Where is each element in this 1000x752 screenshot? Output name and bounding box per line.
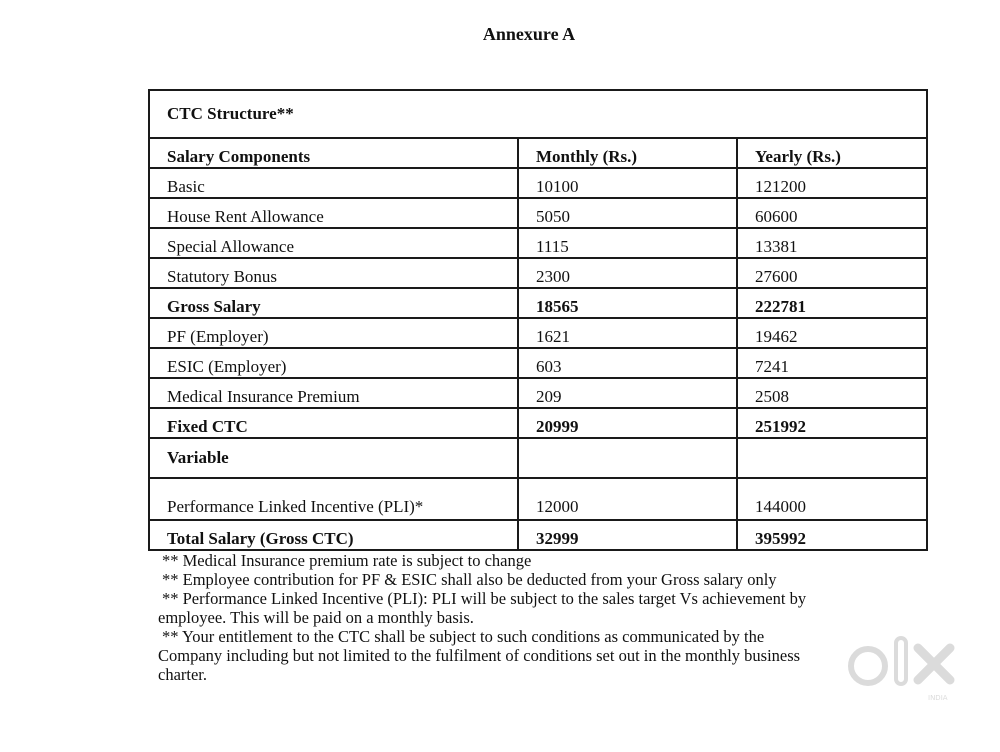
table-row [149, 228, 927, 258]
component-cell: Special Allowance [149, 228, 518, 258]
table-row [149, 198, 927, 228]
table-row [149, 318, 927, 348]
footnote: ** Medical Insurance premium rate is subject to change [162, 551, 532, 570]
yearly-cell: 121200 [737, 168, 927, 198]
monthly-cell: 2300 [518, 258, 737, 288]
header-yearly: Yearly (Rs.) [737, 138, 927, 168]
table-row [149, 520, 927, 550]
table-row [149, 348, 927, 378]
component-cell: Statutory Bonus [149, 258, 518, 288]
footnotes [158, 551, 928, 684]
component-cell: Performance Linked Incentive (PLI)* [149, 478, 518, 520]
olx-logo-icon [848, 636, 968, 706]
table-row [149, 258, 927, 288]
footnote: ** Employee contribution for PF & ESIC shall also be deducted from your Gross salary only [162, 570, 777, 589]
header-monthly: Monthly (Rs.) [518, 138, 737, 168]
footnote: ** Performance Linked Incentive (PLI): PLI will be subject to the sales target Vs achievement by [162, 589, 807, 608]
table-row [149, 378, 927, 408]
yearly-cell: 7241 [737, 348, 927, 378]
footnote: ** Your entitlement to the CTC shall be subject to such conditions as communicated by the [162, 627, 765, 646]
monthly-cell: 10100 [518, 168, 737, 198]
table-row [149, 438, 927, 478]
ctc-structure-table [148, 89, 928, 551]
yearly-cell: 251992 [737, 408, 927, 438]
header-salary-components: Salary Components [149, 138, 518, 168]
component-cell: House Rent Allowance [149, 198, 518, 228]
monthly-cell: 12000 [518, 478, 737, 520]
olx-watermark-logo [848, 636, 968, 706]
component-cell: Total Salary (Gross CTC) [149, 520, 518, 550]
component-cell: PF (Employer) [149, 318, 518, 348]
yearly-cell: 144000 [737, 478, 927, 520]
monthly-cell: 32999 [518, 520, 737, 550]
table-row [149, 168, 927, 198]
watermark-sub: INDIA [928, 694, 948, 702]
yearly-cell: 395992 [737, 520, 927, 550]
document-title: Annexure A [482, 24, 576, 44]
yearly-cell: 19462 [737, 318, 927, 348]
table-caption: CTC Structure** [149, 90, 927, 138]
yearly-cell: 27600 [737, 258, 927, 288]
table-row [149, 408, 927, 438]
monthly-cell: 5050 [518, 198, 737, 228]
monthly-cell: 18565 [518, 288, 737, 318]
monthly-cell: 20999 [518, 408, 737, 438]
component-cell: ESIC (Employer) [149, 348, 518, 378]
monthly-cell: 209 [518, 378, 737, 408]
component-cell: Medical Insurance Premium [149, 378, 518, 408]
component-cell: Fixed CTC [149, 408, 518, 438]
yearly-cell: 222781 [737, 288, 927, 318]
yearly-cell: 2508 [737, 378, 927, 408]
table-row [149, 288, 927, 318]
footnote: employee. This will be paid on a monthly basis. [158, 608, 474, 627]
monthly-cell: 1115 [518, 228, 737, 258]
monthly-cell: 1621 [518, 318, 737, 348]
component-cell: Basic [149, 168, 518, 198]
table-caption-row [149, 90, 927, 138]
table-header-row [149, 138, 927, 168]
component-cell: Gross Salary [149, 288, 518, 318]
footnote: Company including but not limited to the fulfilment of conditions set out in the monthly business [158, 646, 801, 665]
yearly-cell: 13381 [737, 228, 927, 258]
footnote: charter. [158, 665, 208, 684]
table-row [149, 478, 927, 520]
monthly-cell: 603 [518, 348, 737, 378]
monthly-cell [518, 438, 737, 478]
yearly-cell: 60600 [737, 198, 927, 228]
component-cell: Variable [149, 438, 518, 478]
yearly-cell [737, 438, 927, 478]
